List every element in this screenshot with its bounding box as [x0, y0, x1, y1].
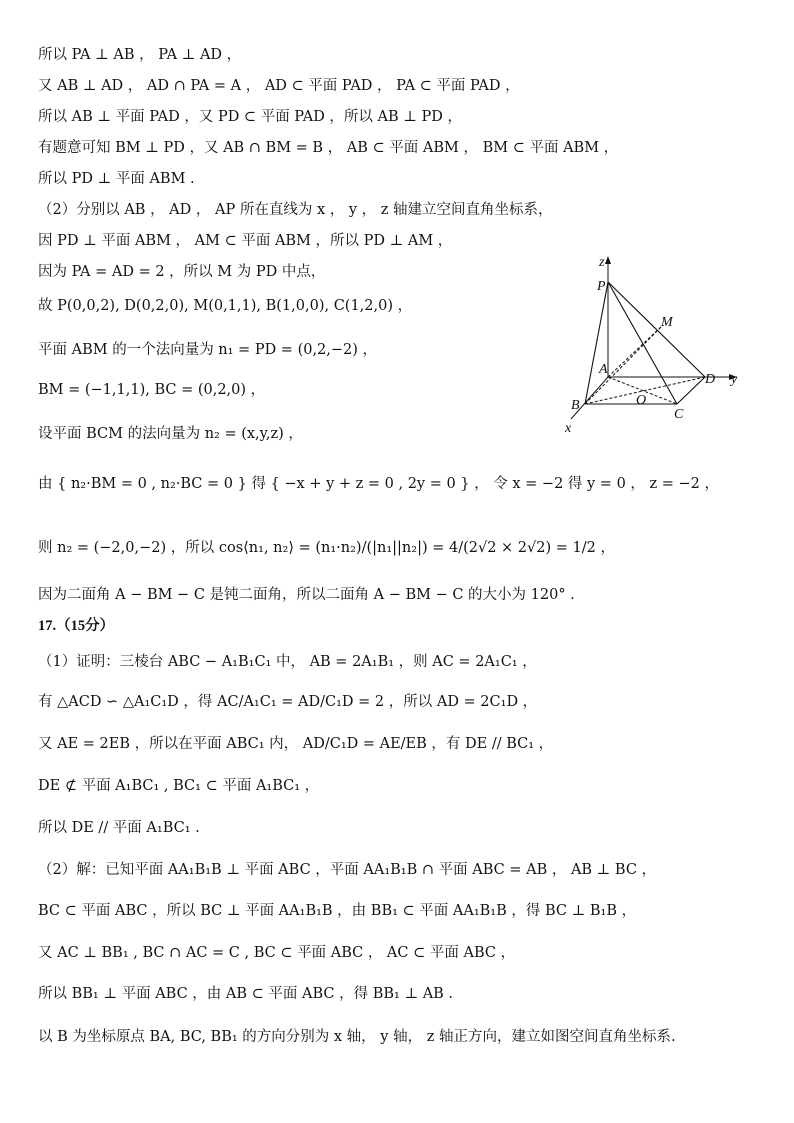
text-line-20: DE ⊄ 平面 A₁BC₁ , BC₁ ⊂ 平面 A₁BC₁ ，: [38, 778, 320, 794]
text-line-15: 因为二面角 A − BM − C 是钝二面角，所以二面角 A − BM − C 的大小为 120° .: [38, 587, 575, 603]
text-line-11: BM = (−1,1,1), BC = (0,2,0) ，: [38, 382, 266, 398]
text-line-17: （1）证明：三棱台 ABC − A₁B₁C₁ 中， AB = 2A₁B₁ ，则 AC = 2A₁C₁ ，: [38, 654, 537, 670]
label-B: B: [571, 398, 580, 413]
text-line-8: 因为 PA = AD = 2 ，所以 M 为 PD 中点，: [38, 264, 326, 280]
text-line-5: 所以 PD ⊥ 平面 ABM .: [38, 171, 195, 187]
edge-PC: [608, 282, 677, 404]
label-D: D: [705, 372, 716, 387]
section-heading-17: 17.（15分）: [38, 618, 115, 634]
text-line-6: （2）分别以 AB ， AD ， AP 所在直线为 x ， y ， z 轴建立空间直角坐标系，: [38, 202, 553, 218]
text-line-18: 有 △ACD ∽ △A₁C₁D ，得 AC/A₁C₁ = AD/C₁D = 2 ，所以 AD = 2C₁D ，: [38, 694, 538, 710]
edge-PB: [585, 282, 608, 404]
label-A: A: [599, 362, 608, 377]
pyramid-coordinate-figure: [555, 252, 755, 442]
label-x: x: [565, 421, 572, 436]
label-M: M: [661, 315, 673, 330]
text-line-9: 故 P(0,0,2), D(0,2,0), M(0,1,1), B(1,0,0), C(1,2,0) ，: [38, 298, 413, 314]
text-line-24: 又 AC ⊥ BB₁ , BC ∩ AC = C , BC ⊂ 平面 ABC ， AC ⊂ 平面 ABC ，: [38, 945, 516, 961]
label-y: y: [731, 372, 738, 387]
text-line-26: 以 B 为坐标原点 BA, BC, BB₁ 的方向分别为 x 轴， y 轴， z 轴正方向，建立如图空间直角坐标系.: [38, 1029, 676, 1045]
label-z: z: [599, 255, 605, 270]
text-line-14: 则 n₂ = (−2,0,−2) ，所以 cos⟨n₁, n₂⟩ = (n₁·n₂)/(|n₁||n₂|) = 4/(2√2 × 2√2) = 1/2 ，: [38, 540, 615, 556]
text-line-22: （2）解：已知平面 AA₁B₁B ⊥ 平面 ABC ，平面 AA₁B₁B ∩ 平面 ABC = AB ， AB ⊥ BC ，: [38, 862, 657, 878]
text-line-21: 所以 DE // 平面 A₁BC₁ .: [38, 820, 200, 836]
label-P: P: [597, 279, 606, 294]
edge-CD: [677, 377, 705, 404]
segment-BM: [585, 325, 663, 404]
label-C: C: [674, 407, 684, 422]
text-line-23: BC ⊂ 平面 ABC ，所以 BC ⊥ 平面 AA₁B₁B ，由 BB₁ ⊂ 平面 AA₁B₁B ，得 BC ⊥ B₁B ，: [38, 903, 637, 919]
text-line-7: 因 PD ⊥ 平面 ABM ， AM ⊂ 平面 ABM ，所以 PD ⊥ AM ，: [38, 233, 453, 249]
segment-AM: [608, 325, 663, 377]
text-line-3: 所以 AB ⊥ 平面 PAD ，又 PD ⊂ 平面 PAD ，所以 AB ⊥ PD ，: [38, 109, 463, 125]
text-line-25: 所以 BB₁ ⊥ 平面 ABC ，由 AB ⊂ 平面 ABC ，得 BB₁ ⊥ AB .: [38, 986, 454, 1002]
text-line-1: 所以 PA ⊥ AB ， PA ⊥ AD ，: [38, 47, 242, 63]
text-line-4: 有题意可知 BM ⊥ PD ，又 AB ∩ BM = B ， AB ⊂ 平面 ABM ， BM ⊂ 平面 ABM ，: [38, 140, 619, 156]
text-line-19: 又 AE = 2EB ，所以在平面 ABC₁ 内， AD/C₁D = AE/EB ，有 DE // BC₁ ，: [38, 736, 554, 752]
text-line-2: 又 AB ⊥ AD ， AD ∩ PA = A ， AD ⊂ 平面 PAD ， PA ⊂ 平面 PAD ，: [38, 78, 520, 94]
text-line-12: 设平面 BCM 的法向量为 n₂ = (x,y,z) ，: [38, 426, 303, 442]
z-axis-arrow: [605, 256, 611, 264]
label-O: O: [636, 393, 647, 408]
text-line-13: 由 { n₂·BM = 0 , n₂·BC = 0 } 得 { −x + y + z = 0 , 2y = 0 } ， 令 x = −2 得 y = 0 ， z = −2 ，: [38, 476, 720, 492]
text-line-10: 平面 ABM 的一个法向量为 n₁ = PD = (0,2,−2) ，: [38, 342, 378, 358]
